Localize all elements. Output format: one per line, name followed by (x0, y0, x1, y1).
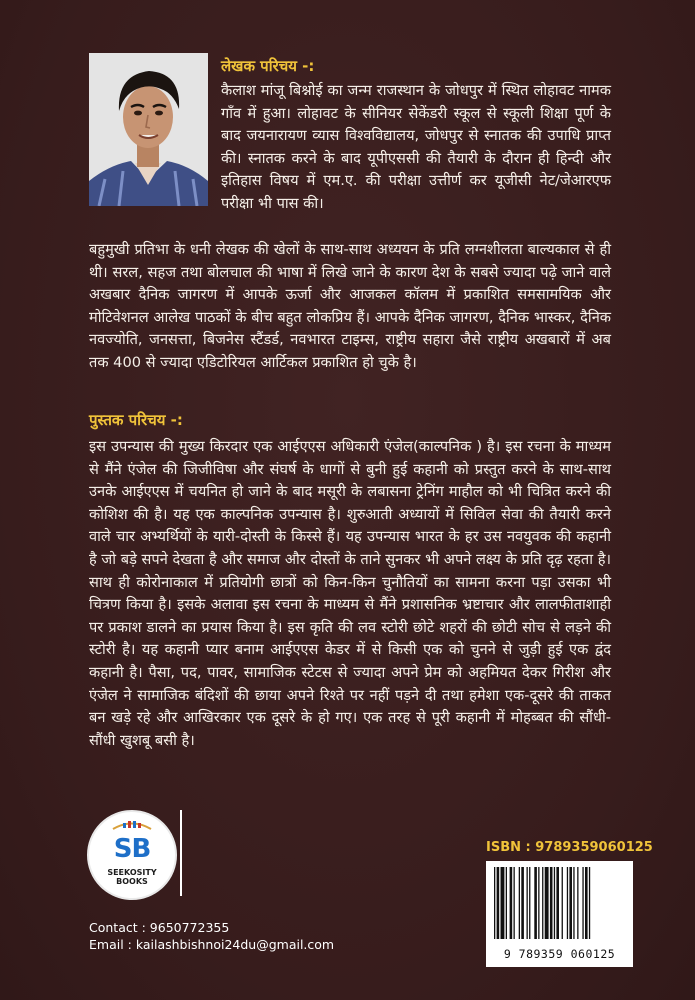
author-heading: लेखक परिचय -: (221, 57, 315, 75)
barcode-bar (577, 867, 578, 939)
barcode-bar (567, 867, 568, 939)
isbn-barcode (486, 861, 633, 967)
contact-phone: Contact : 9650772355 (89, 920, 230, 935)
barcode-bar (556, 867, 559, 939)
barcode-bar (569, 867, 572, 939)
book-heading: पुस्तक परिचय -: (89, 411, 183, 429)
barcode-bar (494, 867, 495, 939)
barcode-bar (501, 867, 505, 939)
book-paragraph: इस उपन्यास की मुख्य किरदार एक आईएएस अधिकारी एंजेल(काल्पनिक ) है। इस रचना के माध्यम से मैंने एंजेल की जिजीविषा और संघर्ष के धागों से बुनी हुई कहानी को प्रस्तुत करने के साथ-साथ उनके आईएएस में चयनित हो जाने के बाद मसूरी के लबासना ट्रेनिंग माहौल को भी चित्रित करने की कोशिश की है। यह एक काल्पनिक उपन्यास है। शुरुआती अध्यायों में सिविल सेवा की तैयारी करने वाले चार अभ्यर्थियों के यारी-दोस्ती के किस्से हैं। यह उपन्यास भारत के हर उस नवयुवक की कहानी है जो बड़े सपने देखता है और समाज और दोस्तों के ताने सुनकर भी अपने लक्ष्य के प्रति दृढ़ रहता है। साथ ही कोरोनाकाल में प्रतियोगी छात्रों को किन-किन चुनौतियों का सामना करना पड़ा उसका भी चित्रण किया है। इसके अलावा इस रचना के माध्यम से मैंने प्रशासनिक भ्रष्टाचार और लालफीताशाही पर प्रकाश डालने का प्रयास किया है। इस कृति की लव स्टोरी छोटे शहरों की छोटी सोच से लड़ने की स्टोरी है। यह कहानी प्यार बनाम आईएएस केडर में से किसी एक को चुनने से जुड़ी हुई एक द्वंद कहानी है। पैसा, पद, पावर, सामाजिक स्टेटस से ज्यादा अपने प्रेम को अहमियत देकर गिरीश और एंजेल ने सामाजिक बंदिशों की छाया अपने रिश्ते पर नहीं पड़ने दी तथा हमेशा एक-दूसरे की ताकत बन खड़े रहे और आखिरकार एक दूसरे के हो गए। एक तरह से पूरी कहानी में मोहब्बत की सौंधी-सौंधी खुशबू बसी है। (89, 438, 611, 749)
author-portrait-image (89, 53, 208, 206)
barcode-bar (534, 867, 537, 939)
author-detail-paragraph: बहुमुखी प्रतिभा के धनी लेखक की खेलों के साथ-साथ अध्ययन के प्रति लग्नशीलता बाल्यकाल से ही थी। सरल, सहज तथा बोलचाल की भाषा में लिखे जाने के कारण देश के सबसे ज्यादा पढ़े जाने वाले अखबार दैनिक जागरण में आपके ऊर्जा और आजकल कॉलम में प्रकाशित समसामयिक और मोटिवेशनल आलेख पाठकों के बीच बहुत लोकप्रिय हैं। आपके दैनिक जागरण, दैनिक भास्कर, दैनिक नवज्योति, जनसत्ता, बिजनेस स्टैंडर्ड, नवभारत टाइम्स, राष्ट्रीय सहारा जैसे राष्ट्रीय अखबारों में अब तक 400 से ज्यादा एडिटोरियल आर्टिकल प्रकाशित हो चुके है। (89, 241, 611, 371)
publisher-name (89, 868, 175, 886)
publisher-logo-letters: SB (113, 834, 151, 864)
barcode-bar (542, 867, 543, 939)
contact-email: Email : kailashbishnoi24du@gmail.com (89, 937, 335, 952)
barcode-digits: 9 789359 060125 (503, 947, 616, 961)
barcode-bar (550, 867, 553, 939)
barcode-bar (497, 867, 500, 939)
barcode-bar (554, 867, 555, 939)
barcode-bar (521, 867, 524, 939)
barcode-bar (527, 867, 528, 939)
barcode-bar (529, 867, 530, 939)
barcode-bar (589, 867, 590, 939)
barcode-bar (562, 867, 563, 939)
barcode-bars (492, 867, 627, 941)
publisher-name-line2: BOOKS (116, 877, 148, 886)
author-photo (89, 53, 208, 206)
barcode-bar (519, 867, 520, 939)
publisher-logo (87, 810, 177, 900)
barcode-bar (573, 867, 574, 939)
publisher-name-line1: SEEKOSITY (107, 868, 157, 877)
barcode-bar (506, 867, 507, 939)
isbn-label: ISBN : 9789359060125 (486, 840, 653, 855)
barcode-bar (585, 867, 588, 939)
logo-divider (180, 810, 182, 896)
author-intro-paragraph: कैलाश मांजू बिश्नोई का जन्म राजस्थान के जोधपुर में स्थित लोहावट नामक गाँव में हुआ। लोहावट के सीनियर सेकेंडरी स्कूल से स्कूली शिक्षा पूर्ण के बाद जयनारायण व्यास विश्वविद्यालय, जोधपुर से स्नातक की उपाधि प्राप्त की। स्नातक करने के बाद यूपीएससी की तैयारी के दौरान ही हिन्दी और इतिहास विषय में एम.ए. की परीक्षा उत्तीर्ण कर यूजीसी नेट/जेआरएफ परीक्षा भी पास की। (221, 82, 611, 212)
barcode-bar (582, 867, 583, 939)
barcode-bar (538, 867, 539, 939)
barcode-bar (545, 867, 549, 939)
barcode-bar (510, 867, 513, 939)
book-stack-icon (111, 820, 153, 830)
barcode-bar (514, 867, 515, 939)
